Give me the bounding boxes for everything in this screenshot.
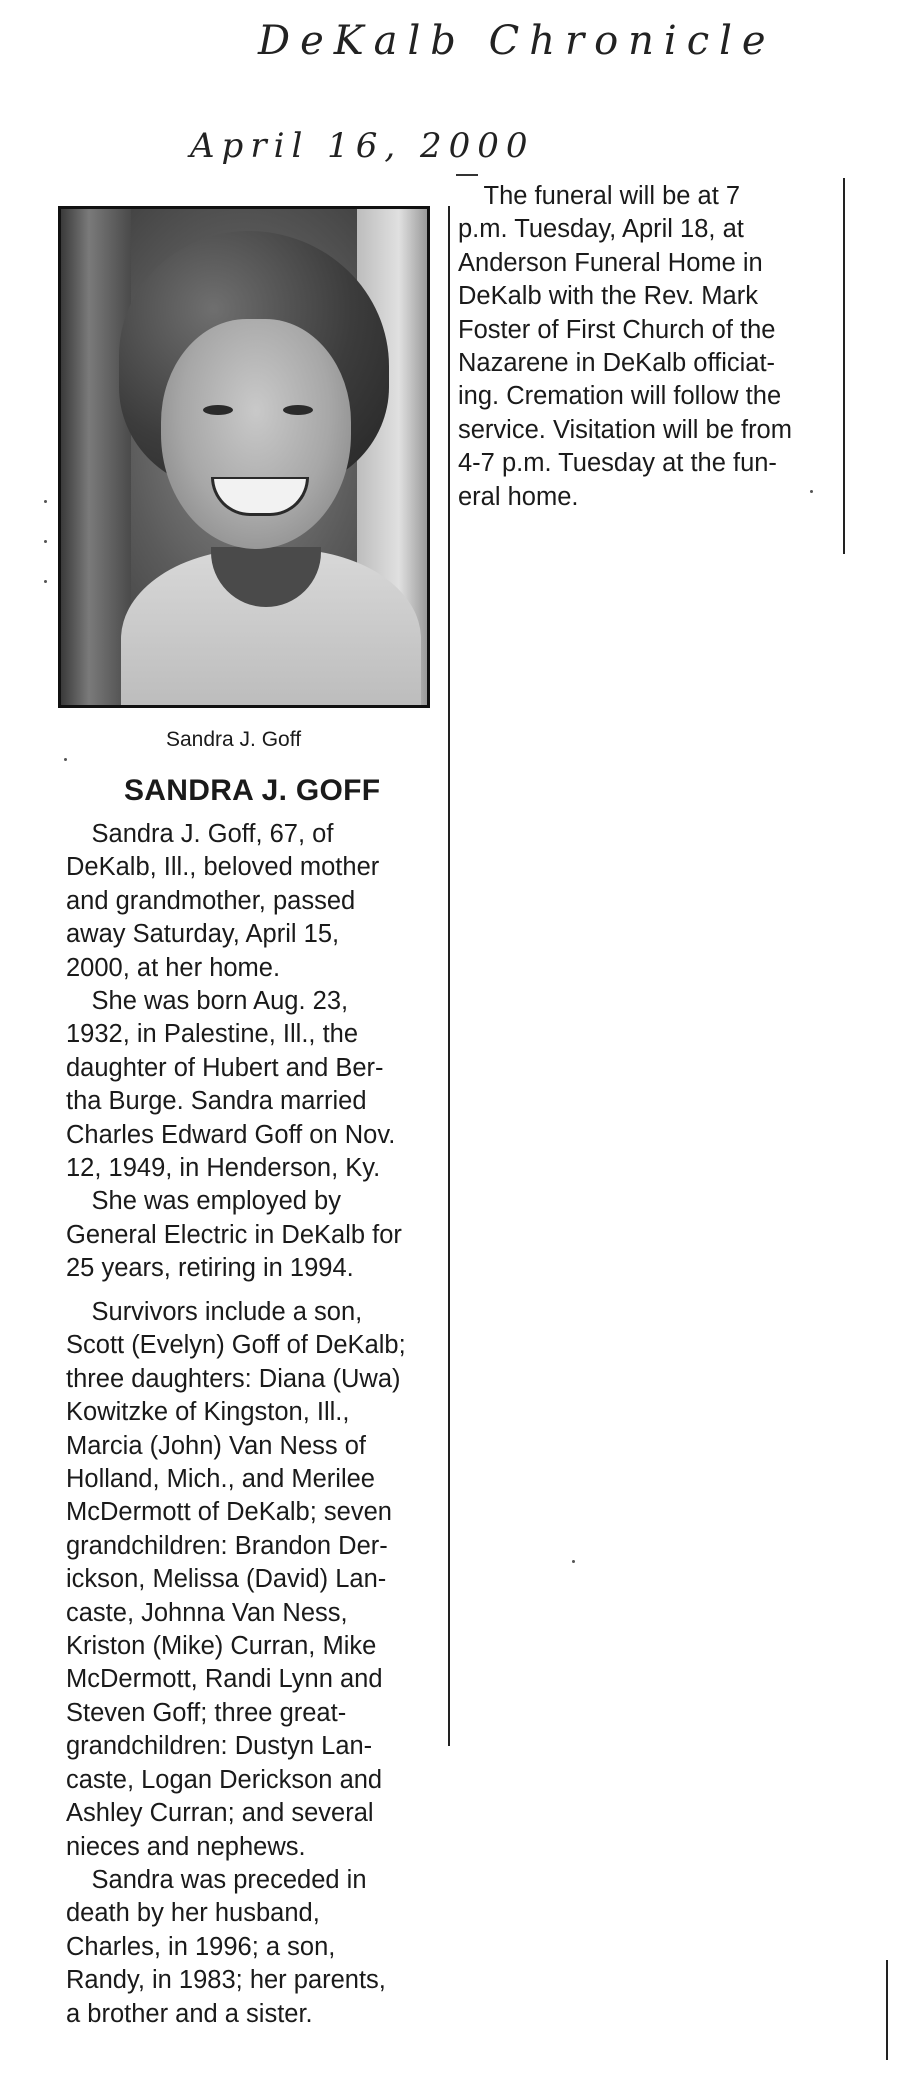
text-line: Steven Goff; three great- <box>66 1698 347 1727</box>
text-line: Nazarene in DeKalb officiat- <box>458 349 776 378</box>
text-line: 1932, in Palestine, Ill., the <box>66 1020 359 1049</box>
text-line: 25 years, retiring in 1994. <box>66 1254 354 1283</box>
right-column-text <box>458 180 792 514</box>
text-line: p.m. Tuesday, April 18, at <box>458 215 744 244</box>
text-line: Charles Edward Goff on Nov. <box>66 1120 396 1149</box>
photo-eye-right <box>283 405 313 415</box>
column-divider <box>448 206 450 1746</box>
text-line: Charles, in 1996; a son, <box>66 1932 336 1961</box>
left-column-survivors-text <box>66 1296 406 2031</box>
obituary-headline: SANDRA J. GOFF <box>124 774 381 807</box>
text-line: Foster of First Church of the <box>458 315 776 344</box>
handwritten-publication-name: DeKalb Chronicle <box>258 18 776 64</box>
text-line: She was born Aug. 23, <box>66 987 349 1016</box>
scan-speck <box>64 758 67 761</box>
text-line: eral home. <box>458 482 579 511</box>
scan-speck <box>572 1560 575 1563</box>
right-edge-rule <box>843 178 845 554</box>
portrait-photo <box>58 206 430 708</box>
text-line: General Electric in DeKalb for <box>66 1220 402 1249</box>
photo-caption: Sandra J. Goff <box>166 728 302 751</box>
text-line: a brother and a sister. <box>66 1999 313 2028</box>
scan-speck <box>44 540 47 543</box>
text-line: Holland, Mich., and Merilee <box>66 1465 375 1494</box>
text-line: three daughters: Diana (Uwa) <box>66 1364 401 1393</box>
text-line: grandchildren: Dustyn Lan- <box>66 1732 373 1761</box>
scan-speck <box>810 490 813 493</box>
text-line: DeKalb with the Rev. Mark <box>458 282 758 311</box>
text-line: Marcia (John) Van Ness of <box>66 1431 366 1460</box>
text-line: Sandra J. Goff, 67, of <box>66 820 334 848</box>
text-line: Kriston (Mike) Curran, Mike <box>66 1632 377 1661</box>
handwritten-date: April 16, 2000 <box>190 126 535 166</box>
text-line: Anderson Funeral Home in <box>458 248 763 277</box>
hand-dash <box>456 174 478 176</box>
scan-edge-mark <box>886 1960 888 2060</box>
left-column-text <box>66 818 402 1286</box>
text-line: 2000, at her home. <box>66 953 281 982</box>
text-line: 12, 1949, in Henderson, Ky. <box>66 1154 381 1183</box>
text-line: Randy, in 1983; her parents, <box>66 1966 386 1995</box>
text-line: caste, Logan Derickson and <box>66 1765 383 1794</box>
text-line: Ashley Curran; and several <box>66 1799 374 1828</box>
text-line: Kowitzke of Kingston, Ill., <box>66 1398 350 1427</box>
text-line: and grandmother, passed <box>66 886 356 915</box>
text-line: ickson, Melissa (David) Lan- <box>66 1565 387 1594</box>
text-line: Survivors include a son, <box>66 1298 363 1326</box>
text-line: Sandra was preceded in <box>66 1865 367 1894</box>
text-line: away Saturday, April 15, <box>66 920 340 949</box>
text-line: grandchildren: Brandon Der- <box>66 1531 388 1560</box>
text-line: nieces and nephews. <box>66 1832 306 1861</box>
photo-eye-left <box>203 405 233 415</box>
text-line: caste, Johnna Van Ness, <box>66 1598 348 1627</box>
text-line: tha Burge. Sandra married <box>66 1087 367 1116</box>
text-line: ing. Cremation will follow the <box>458 382 782 411</box>
text-line: Scott (Evelyn) Goff of DeKalb; <box>66 1331 406 1360</box>
text-line: 4-7 p.m. Tuesday at the fun- <box>458 449 777 478</box>
scan-speck <box>44 580 47 583</box>
text-line: McDermott of DeKalb; seven <box>66 1498 392 1527</box>
text-line: DeKalb, Ill., beloved mother <box>66 853 380 882</box>
text-line: McDermott, Randi Lynn and <box>66 1665 383 1694</box>
text-line: The funeral will be at 7 <box>458 182 741 210</box>
text-line: daughter of Hubert and Ber- <box>66 1053 384 1082</box>
text-line: death by her husband, <box>66 1899 320 1928</box>
text-line: service. Visitation will be from <box>458 415 792 444</box>
scan-speck <box>44 500 47 503</box>
text-line: She was employed by <box>66 1187 341 1216</box>
